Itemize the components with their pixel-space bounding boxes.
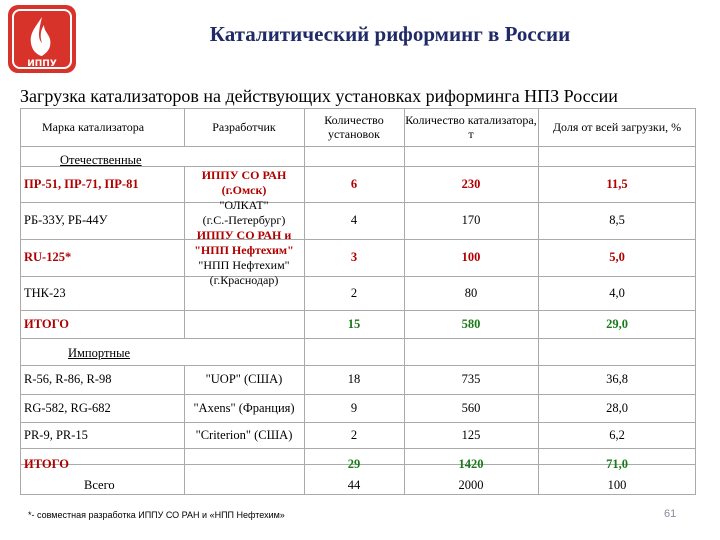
grand-total-count: 44 xyxy=(347,477,361,492)
table-cell-brand: R-56, R-86, R-98 xyxy=(24,372,112,386)
developer-line: (г.Краснодар) xyxy=(209,273,279,287)
table-cell-brand: PR-9, PR-15 xyxy=(24,427,88,442)
logo-text: ИППУ xyxy=(27,59,57,69)
grand-total-amount: 2000 xyxy=(458,477,484,492)
table-cell-brand: RG-582, RG-682 xyxy=(24,400,111,415)
developer-line: "НПП Нефтехим" xyxy=(194,243,294,257)
developer-line: ИППУ СО РАН и xyxy=(196,228,292,242)
imported-total-label: ИТОГО xyxy=(24,456,69,471)
table-cell-amount: 735 xyxy=(461,372,481,386)
table-cell-count: 2 xyxy=(350,427,358,442)
table-cell-developer: "Axens" (Франция) xyxy=(193,400,295,415)
domestic-total-share: 29,0 xyxy=(606,316,628,331)
table-cell-share: 11,5 xyxy=(606,176,628,191)
imported-total-count: 29 xyxy=(347,456,361,471)
table-cell-developer: "UOP" (США) xyxy=(205,372,283,386)
table-cell-count: 9 xyxy=(350,400,358,415)
col-header-count: Количество установок xyxy=(324,113,384,141)
page-title: Каталитический риформинг в России xyxy=(209,22,571,46)
imported-total-amount: 1420 xyxy=(458,456,484,471)
grand-total-share: 100 xyxy=(607,477,627,492)
table-cell-count: 18 xyxy=(347,372,361,386)
table-cell-count: 6 xyxy=(350,176,358,191)
table-cell-share: 6,2 xyxy=(609,427,625,442)
domestic-total-count: 15 xyxy=(347,316,361,331)
table-cell-count: 3 xyxy=(350,250,358,264)
grand-total-label: Всего xyxy=(84,477,115,492)
domestic-developers xyxy=(184,168,304,288)
col-header-amount: Количество катализатора, т xyxy=(405,113,537,141)
col-header-developer: Разработчик xyxy=(212,120,276,134)
table-cell-brand: РБ-33У, РБ-44У xyxy=(24,213,108,227)
domestic-total-label: ИТОГО xyxy=(24,316,69,331)
page-number: 61 xyxy=(664,508,677,520)
section-domestic: Отечественные xyxy=(60,153,142,167)
table-cell-count: 4 xyxy=(350,213,358,227)
developer-line: (г.Омск) xyxy=(221,183,267,197)
developer-line: ИППУ СО РАН xyxy=(201,168,287,182)
table-cell-share: 5,0 xyxy=(609,250,625,264)
ippu-logo xyxy=(6,3,78,75)
developer-line: (г.С.-Петербург) xyxy=(202,213,286,227)
footnote: *- совместная разработка ИППУ СО РАН и «НПП Нефтехим» xyxy=(28,510,285,520)
table-cell-amount: 230 xyxy=(461,176,481,191)
table-cell-amount: 80 xyxy=(464,285,478,300)
table-cell-share: 28,0 xyxy=(606,400,628,415)
page-subtitle: Загрузка катализаторов на действующих установках риформинга НПЗ России xyxy=(20,86,618,106)
table-cell-brand: RU-125* xyxy=(24,250,72,264)
developer-line: "НПП Нефтехим" xyxy=(198,258,290,272)
developer-line: "ОЛКАТ" xyxy=(219,198,269,212)
table-cell-share: 4,0 xyxy=(609,285,625,300)
table-cell-amount: 100 xyxy=(461,250,481,264)
table-cell-brand: ПР-51, ПР-71, ПР-81 xyxy=(24,176,139,191)
imported-total-share: 71,0 xyxy=(606,456,628,471)
table-cell-count: 2 xyxy=(350,285,358,300)
domestic-total-amount: 580 xyxy=(461,316,481,331)
table-cell-share: 8,5 xyxy=(609,213,625,227)
table-cell-share: 36,8 xyxy=(606,372,628,386)
table-cell-amount: 560 xyxy=(461,400,481,415)
section-imported: Импортные xyxy=(68,346,131,360)
table-cell-amount: 170 xyxy=(461,213,481,227)
table-cell-amount: 125 xyxy=(461,427,481,442)
table-cell-developer: "Criterion" (США) xyxy=(195,427,293,442)
col-header-brand: Марка катализатора xyxy=(42,120,145,134)
table-cell-brand: ТНК-23 xyxy=(24,285,66,300)
col-header-share: Доля от всей загрузки, % xyxy=(552,120,682,134)
